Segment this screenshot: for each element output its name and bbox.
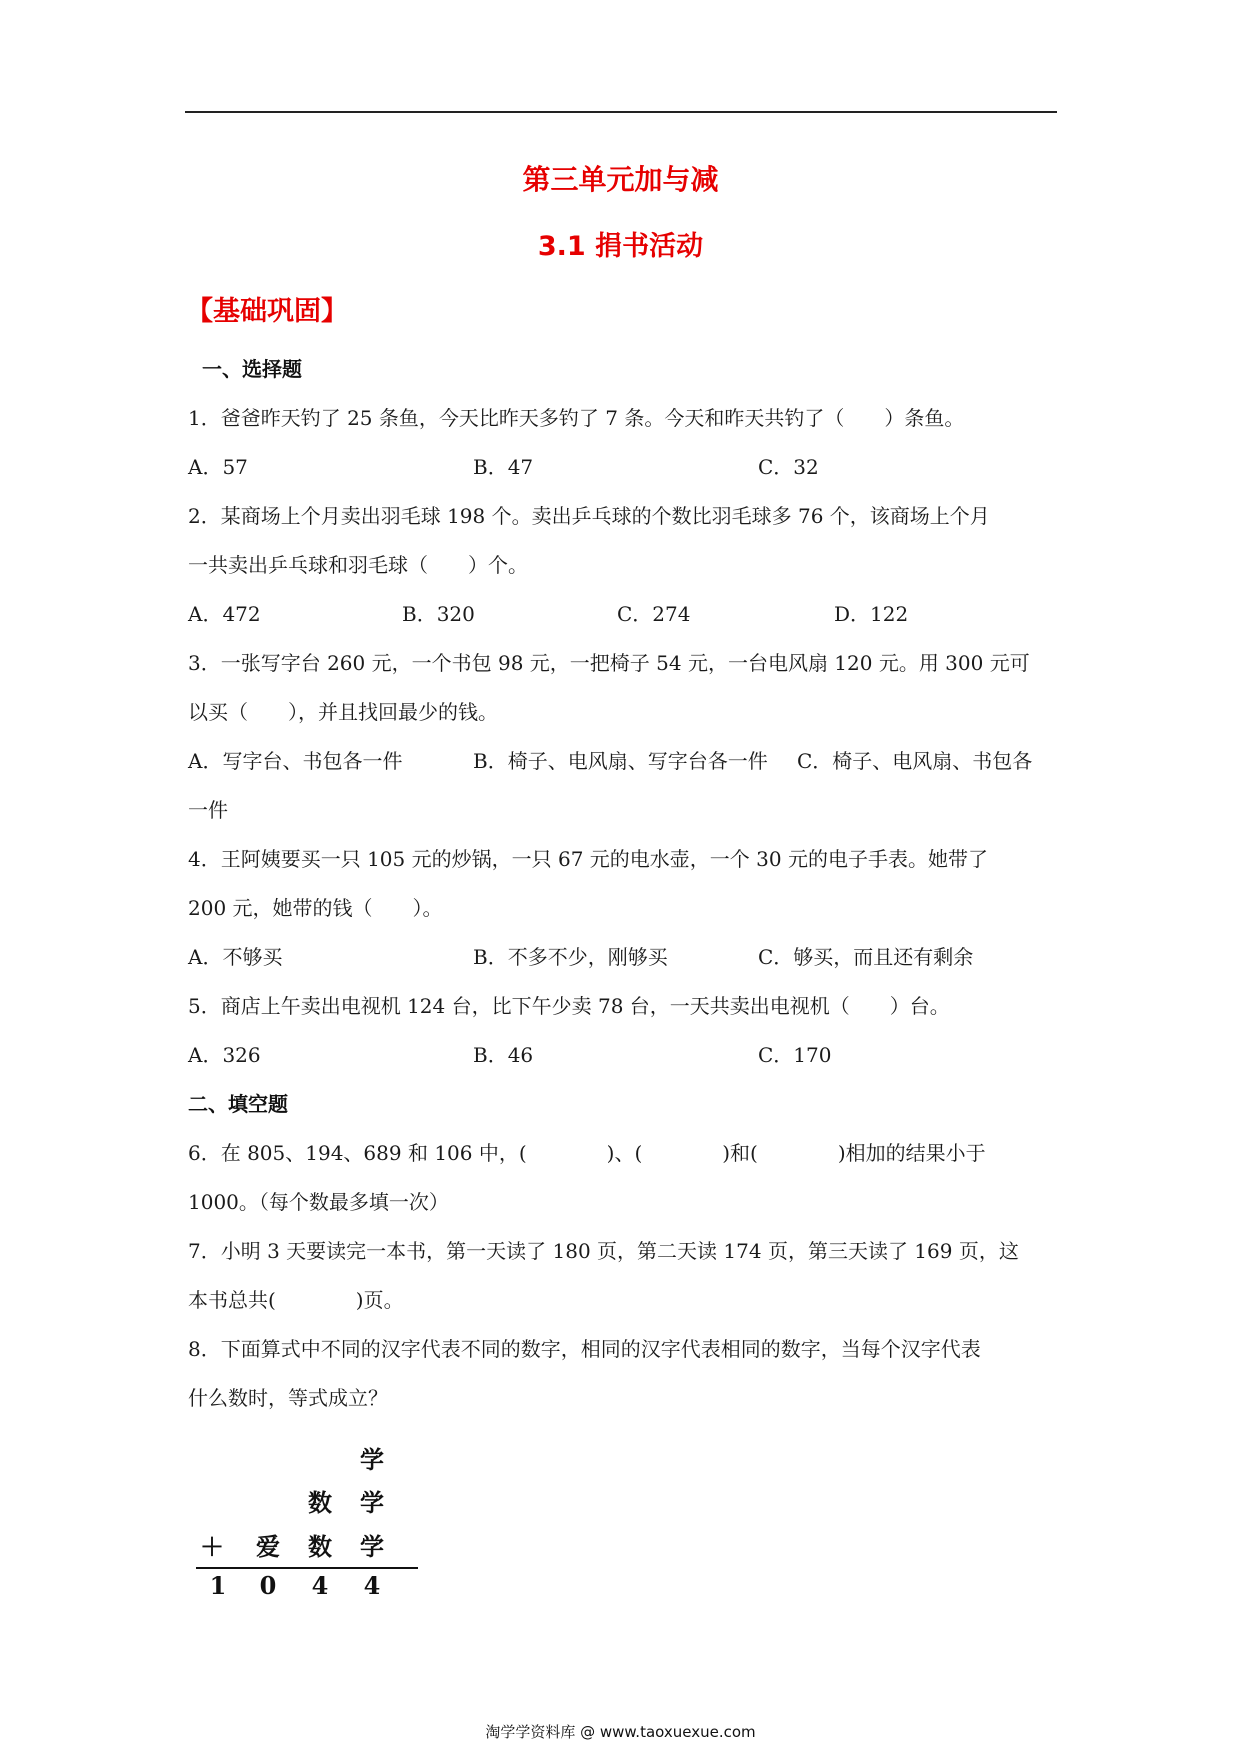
puzzle-char: 学: [360, 1445, 384, 1474]
unit-title: 第三单元加与减: [522, 163, 719, 196]
question-6-line-2: 1000。（每个数最多填一次）: [188, 1190, 449, 1214]
puzzle-char: 学: [360, 1488, 384, 1517]
question-4-option-c: C．够买，而且还有剩余: [758, 945, 974, 969]
question-1-option-a: A．57: [188, 455, 248, 479]
puzzle-result-digit: 4: [311, 1571, 329, 1600]
question-4-option-a: A．不够买: [188, 945, 283, 969]
question-4-line-2: 200 元，她带的钱（ ）。: [188, 896, 443, 920]
question-4-line-1: 4．王阿姨要买一只 105 元的炒锅，一只 67 元的电水壶，一个 30 元的电子手表。她带了: [188, 847, 988, 871]
question-2-option-c: C．274: [617, 602, 691, 626]
question-1-text: 1．爸爸昨天钓了 25 条鱼，今天比昨天多钓了 7 条。今天和昨天共钓了（ ）条鱼。: [188, 406, 965, 430]
puzzle-result-digit: 0: [259, 1571, 277, 1600]
question-5-text: 5．商店上午卖出电视机 124 台，比下午少卖 78 台，一天共卖出电视机（ ）台。: [188, 994, 950, 1018]
header-rule: [185, 111, 1057, 113]
puzzle-char: 数: [308, 1532, 332, 1561]
question-2-option-b: B．320: [402, 602, 475, 626]
puzzle-char: 数: [308, 1488, 332, 1517]
puzzle-result-digit: 4: [363, 1571, 381, 1600]
puzzle-sum-rule: [196, 1567, 418, 1569]
question-8-line-2: 什么数时，等式成立？: [188, 1386, 388, 1410]
question-4-option-b: B．不多不少，刚够买: [473, 945, 668, 969]
question-7-line-1: 7．小明 3 天要读完一本书，第一天读了 180 页，第二天读 174 页，第三天读了 169 页，这: [188, 1239, 1019, 1263]
question-2-line-2: 一共卖出乒乓球和羽毛球（ ）个。: [188, 553, 528, 577]
footer-watermark: 淘学学资料库 @ www.taoxuexue.com: [485, 1723, 756, 1741]
question-5-option-a: A．326: [188, 1043, 261, 1067]
question-1-option-c: C．32: [758, 455, 819, 479]
question-8-line-1: 8．下面算式中不同的汉字代表不同的数字，相同的汉字代表相同的数字，当每个汉字代表: [188, 1337, 981, 1361]
question-6-line-1: 6．在 805、194、689 和 106 中，( )、( )和( )相加的结果小于: [188, 1141, 986, 1165]
question-5-option-b: B．46: [473, 1043, 534, 1067]
question-2-line-1: 2．某商场上个月卖出羽毛球 198 个。卖出乒乓球的个数比羽毛球多 76 个，该商场上个月: [188, 504, 990, 528]
puzzle-char: 学: [360, 1532, 384, 1561]
question-7-line-2: 本书总共( )页。: [188, 1288, 404, 1312]
question-5-option-c: C．170: [758, 1043, 832, 1067]
question-3-option-b: B．椅子、电风扇、写字台各一件: [473, 749, 768, 773]
question-1-option-b: B．47: [473, 455, 534, 479]
lesson-title: 3.1 捐书活动: [537, 231, 704, 262]
puzzle-result-digit: 1: [209, 1571, 227, 1600]
part2-heading: 二、填空题: [188, 1092, 288, 1116]
question-3-option-c-wrap: 一件: [188, 798, 228, 822]
section-heading: 【基础巩固】: [186, 296, 348, 327]
question-3-line-2: 以买（ ），并且找回最少的钱。: [188, 700, 498, 724]
puzzle-char: 爱: [256, 1532, 280, 1561]
puzzle-plus-sign: ＋: [200, 1532, 224, 1561]
question-3-line-1: 3．一张写字台 260 元，一个书包 98 元，一把椅子 54 元，一台电风扇 120 元。用 300 元可: [188, 651, 1030, 675]
question-2-option-a: A．472: [188, 602, 261, 626]
part1-heading: 一、选择题: [202, 357, 302, 381]
question-2-option-d: D．122: [834, 602, 909, 626]
question-3-option-a: A．写字台、书包各一件: [188, 749, 403, 773]
question-3-option-c: C．椅子、电风扇、书包各: [797, 749, 1033, 773]
